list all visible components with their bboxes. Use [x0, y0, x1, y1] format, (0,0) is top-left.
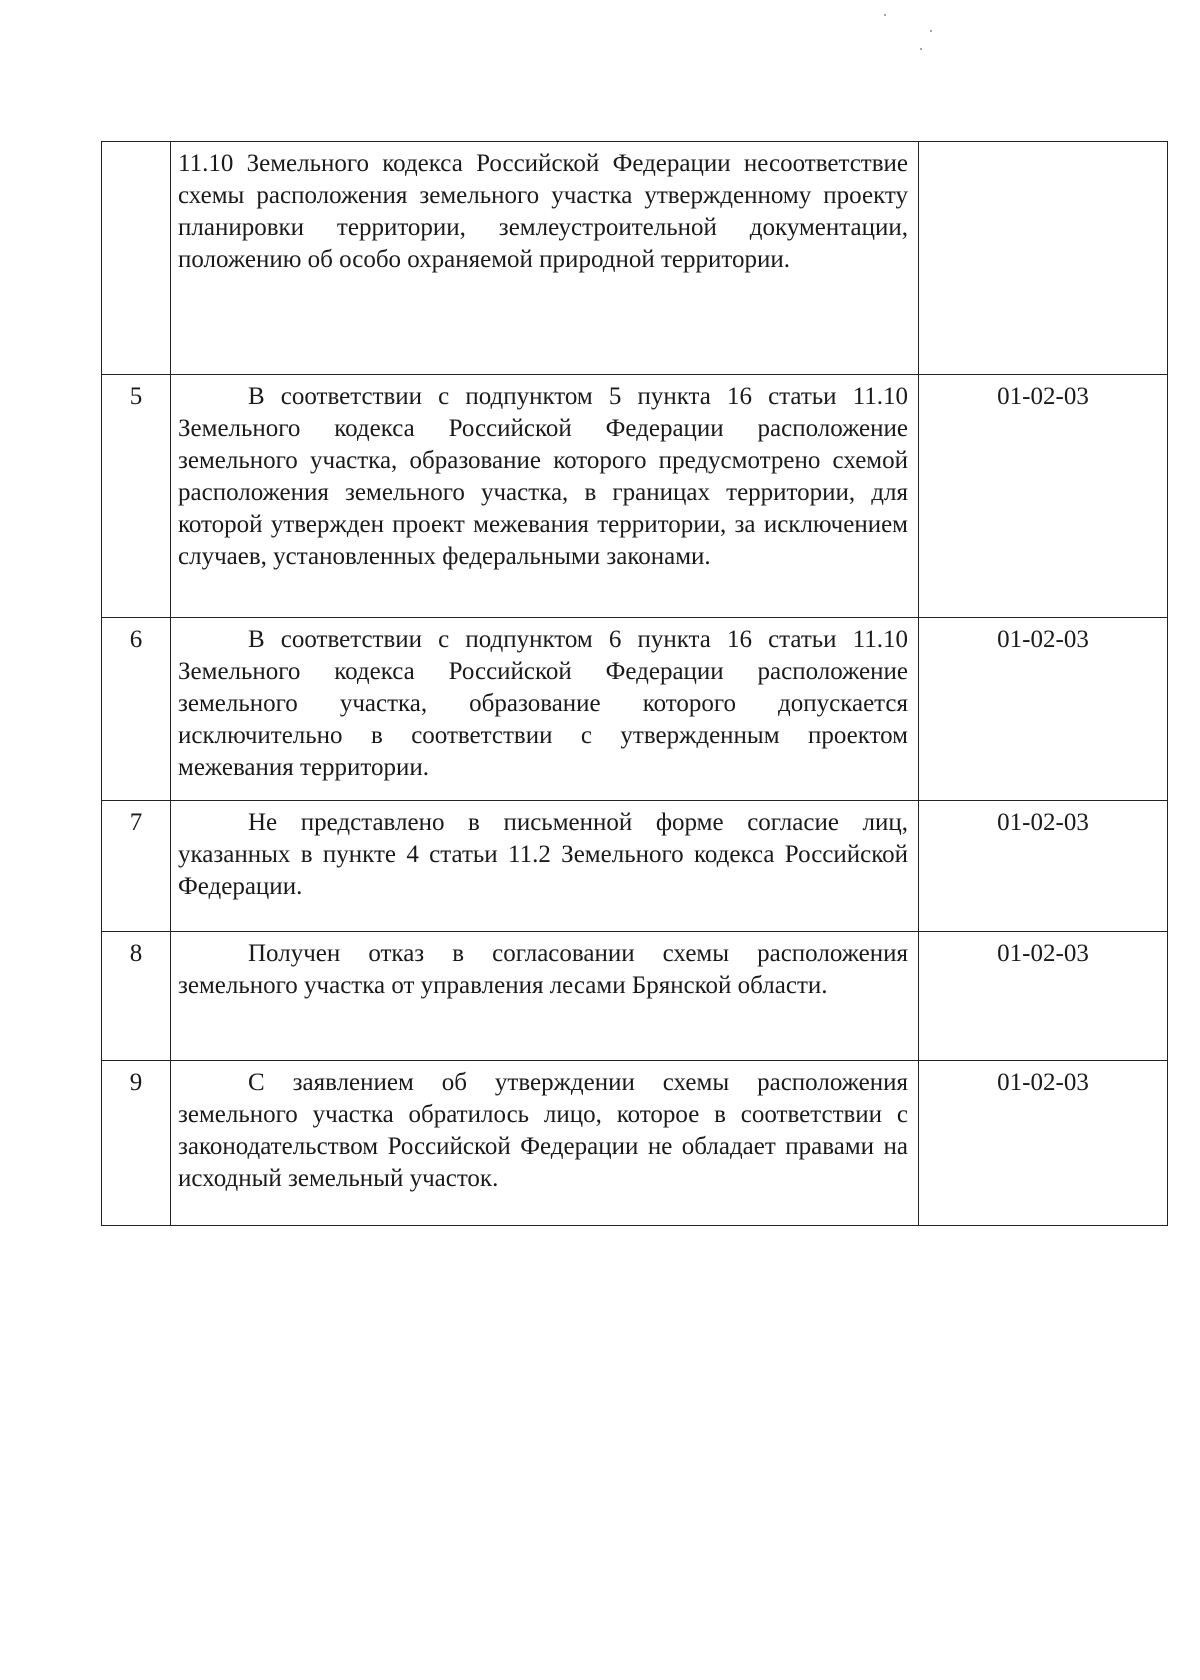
row-text: Получен отказ в согласовании схемы расположения земельного участка от управления лесами Брянской области.: [178, 940, 908, 999]
row-text-cell: [171, 618, 919, 801]
table-row: [102, 618, 1168, 801]
row-text: С заявлением об утверждении схемы расположения земельного участка обратилось лицо, которое в соответствии с законодательством Российской Федерации не обладает правами на исходный земельный участок.: [178, 1069, 908, 1192]
scan-speck: [884, 14, 886, 16]
row-number-cell: [102, 142, 171, 375]
table-row: [102, 932, 1168, 1061]
row-code-cell: 01-02-03: [919, 375, 1168, 618]
row-text: В соответствии с подпунктом 6 пункта 16 статьи 11.10 Земельного кодекса Российской Федерации расположение земельного участка, образование которого допускается исключительно в соответствии с утвержденным проектом межевания территории.: [178, 626, 908, 781]
row-number-cell: 5: [102, 375, 171, 618]
row-number-cell: 8: [102, 932, 171, 1061]
refusal-grounds-table: [101, 141, 1168, 1226]
row-number-cell: 9: [102, 1061, 171, 1226]
table-row: [102, 1061, 1168, 1226]
row-number-cell: 6: [102, 618, 171, 801]
row-text: Не представлено в письменной форме согласие лиц, указанных в пункте 4 статьи 11.2 Земельного кодекса Российской Федерации.: [178, 809, 908, 900]
row-text-cell: [171, 1061, 919, 1226]
row-number-cell: 7: [102, 801, 171, 932]
table-row: [102, 142, 1168, 375]
table-row: [102, 375, 1168, 618]
table-row: [102, 801, 1168, 932]
row-code-cell: [919, 142, 1168, 375]
row-text-cell: [171, 375, 919, 618]
row-text: 11.10 Земельного кодекса Российской Федерации несоответствие схемы расположения земельного участка утвержденному проекту планировки территории, землеустроительной документации, положению об особо охраняемой природной территории.: [178, 150, 908, 273]
row-text-cell: [171, 801, 919, 932]
scan-speck: [920, 48, 922, 50]
row-text-cell: [171, 932, 919, 1061]
row-code-cell: 01-02-03: [919, 932, 1168, 1061]
row-code-cell: 01-02-03: [919, 801, 1168, 932]
row-code-cell: 01-02-03: [919, 1061, 1168, 1226]
row-text: В соответствии с подпунктом 5 пункта 16 статьи 11.10 Земельного кодекса Российской Федерации расположение земельного участка, образование которого предусмотрено схемой расположения земельного участка, в границах территории, для которой утвержден проект межевания территории, за исключением случаев, установленных федеральными законами.: [178, 383, 908, 570]
scan-speck: [930, 30, 932, 32]
row-code-cell: 01-02-03: [919, 618, 1168, 801]
row-text-cell: [171, 142, 919, 375]
